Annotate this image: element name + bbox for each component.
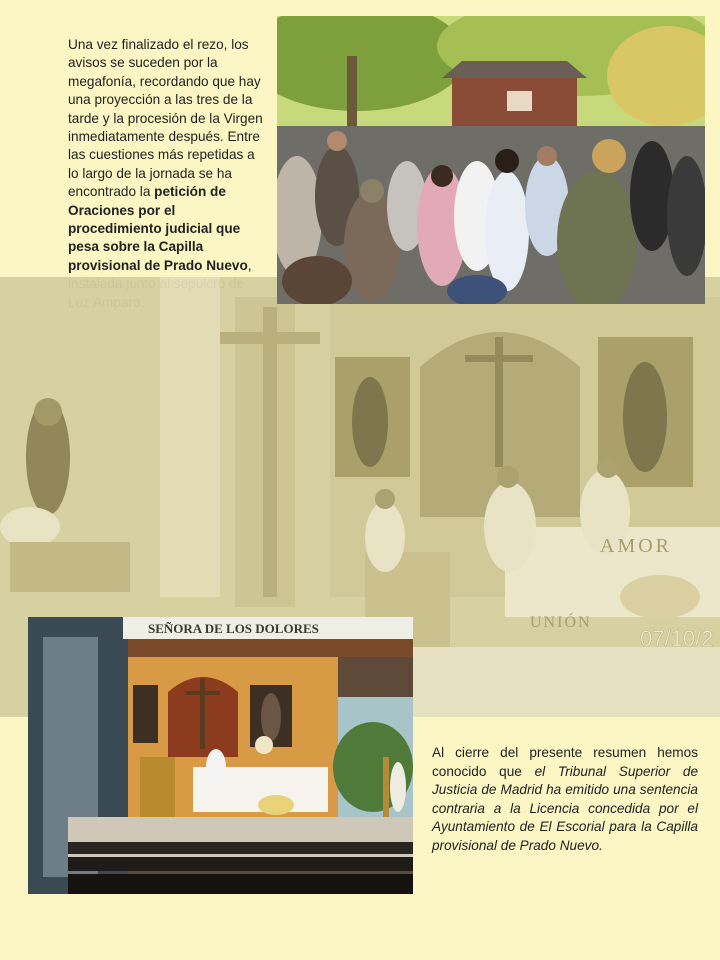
date-stamp: 07/10/2: [640, 626, 714, 651]
intro-text: Una vez finalizado el rezo, los avisos se suceden por la megafonía, recordando que hay una proyección a las tres de la tarde y la procesión de la Virgen inmediatamente después. Entre las cuestiones más repetidas a lo largo de la jornada se ha encontrado la: [68, 37, 263, 200]
intro-text-end: ,: [247, 257, 252, 273]
crowd-photo: [277, 16, 705, 304]
intro-bold-text: petición de Oraciones por el procedimiento judicial que pesa sobre la Capilla provisional de Prado Nuevo: [68, 184, 248, 273]
chapel-mass-photo: [28, 617, 413, 894]
closing-paragraph: [432, 744, 698, 856]
closing-text: Al cierre del presente resumen hemos conocido que: [432, 745, 698, 779]
intro-paragraph: [68, 36, 268, 312]
altar-word-amor: AMOR: [600, 535, 673, 557]
altar-word-union: UNIÓN: [530, 614, 592, 631]
closing-italic-text: el Tribunal Superior de Justicia de Madrid ha emitido una sentencia contraria a la Licencia concedida por el Ayuntamiento de El Escorial para la Capilla provisional de Prado Nuevo.: [432, 763, 699, 853]
chapel-sign-text: SEÑORA DE LOS DOLORES: [148, 621, 319, 636]
